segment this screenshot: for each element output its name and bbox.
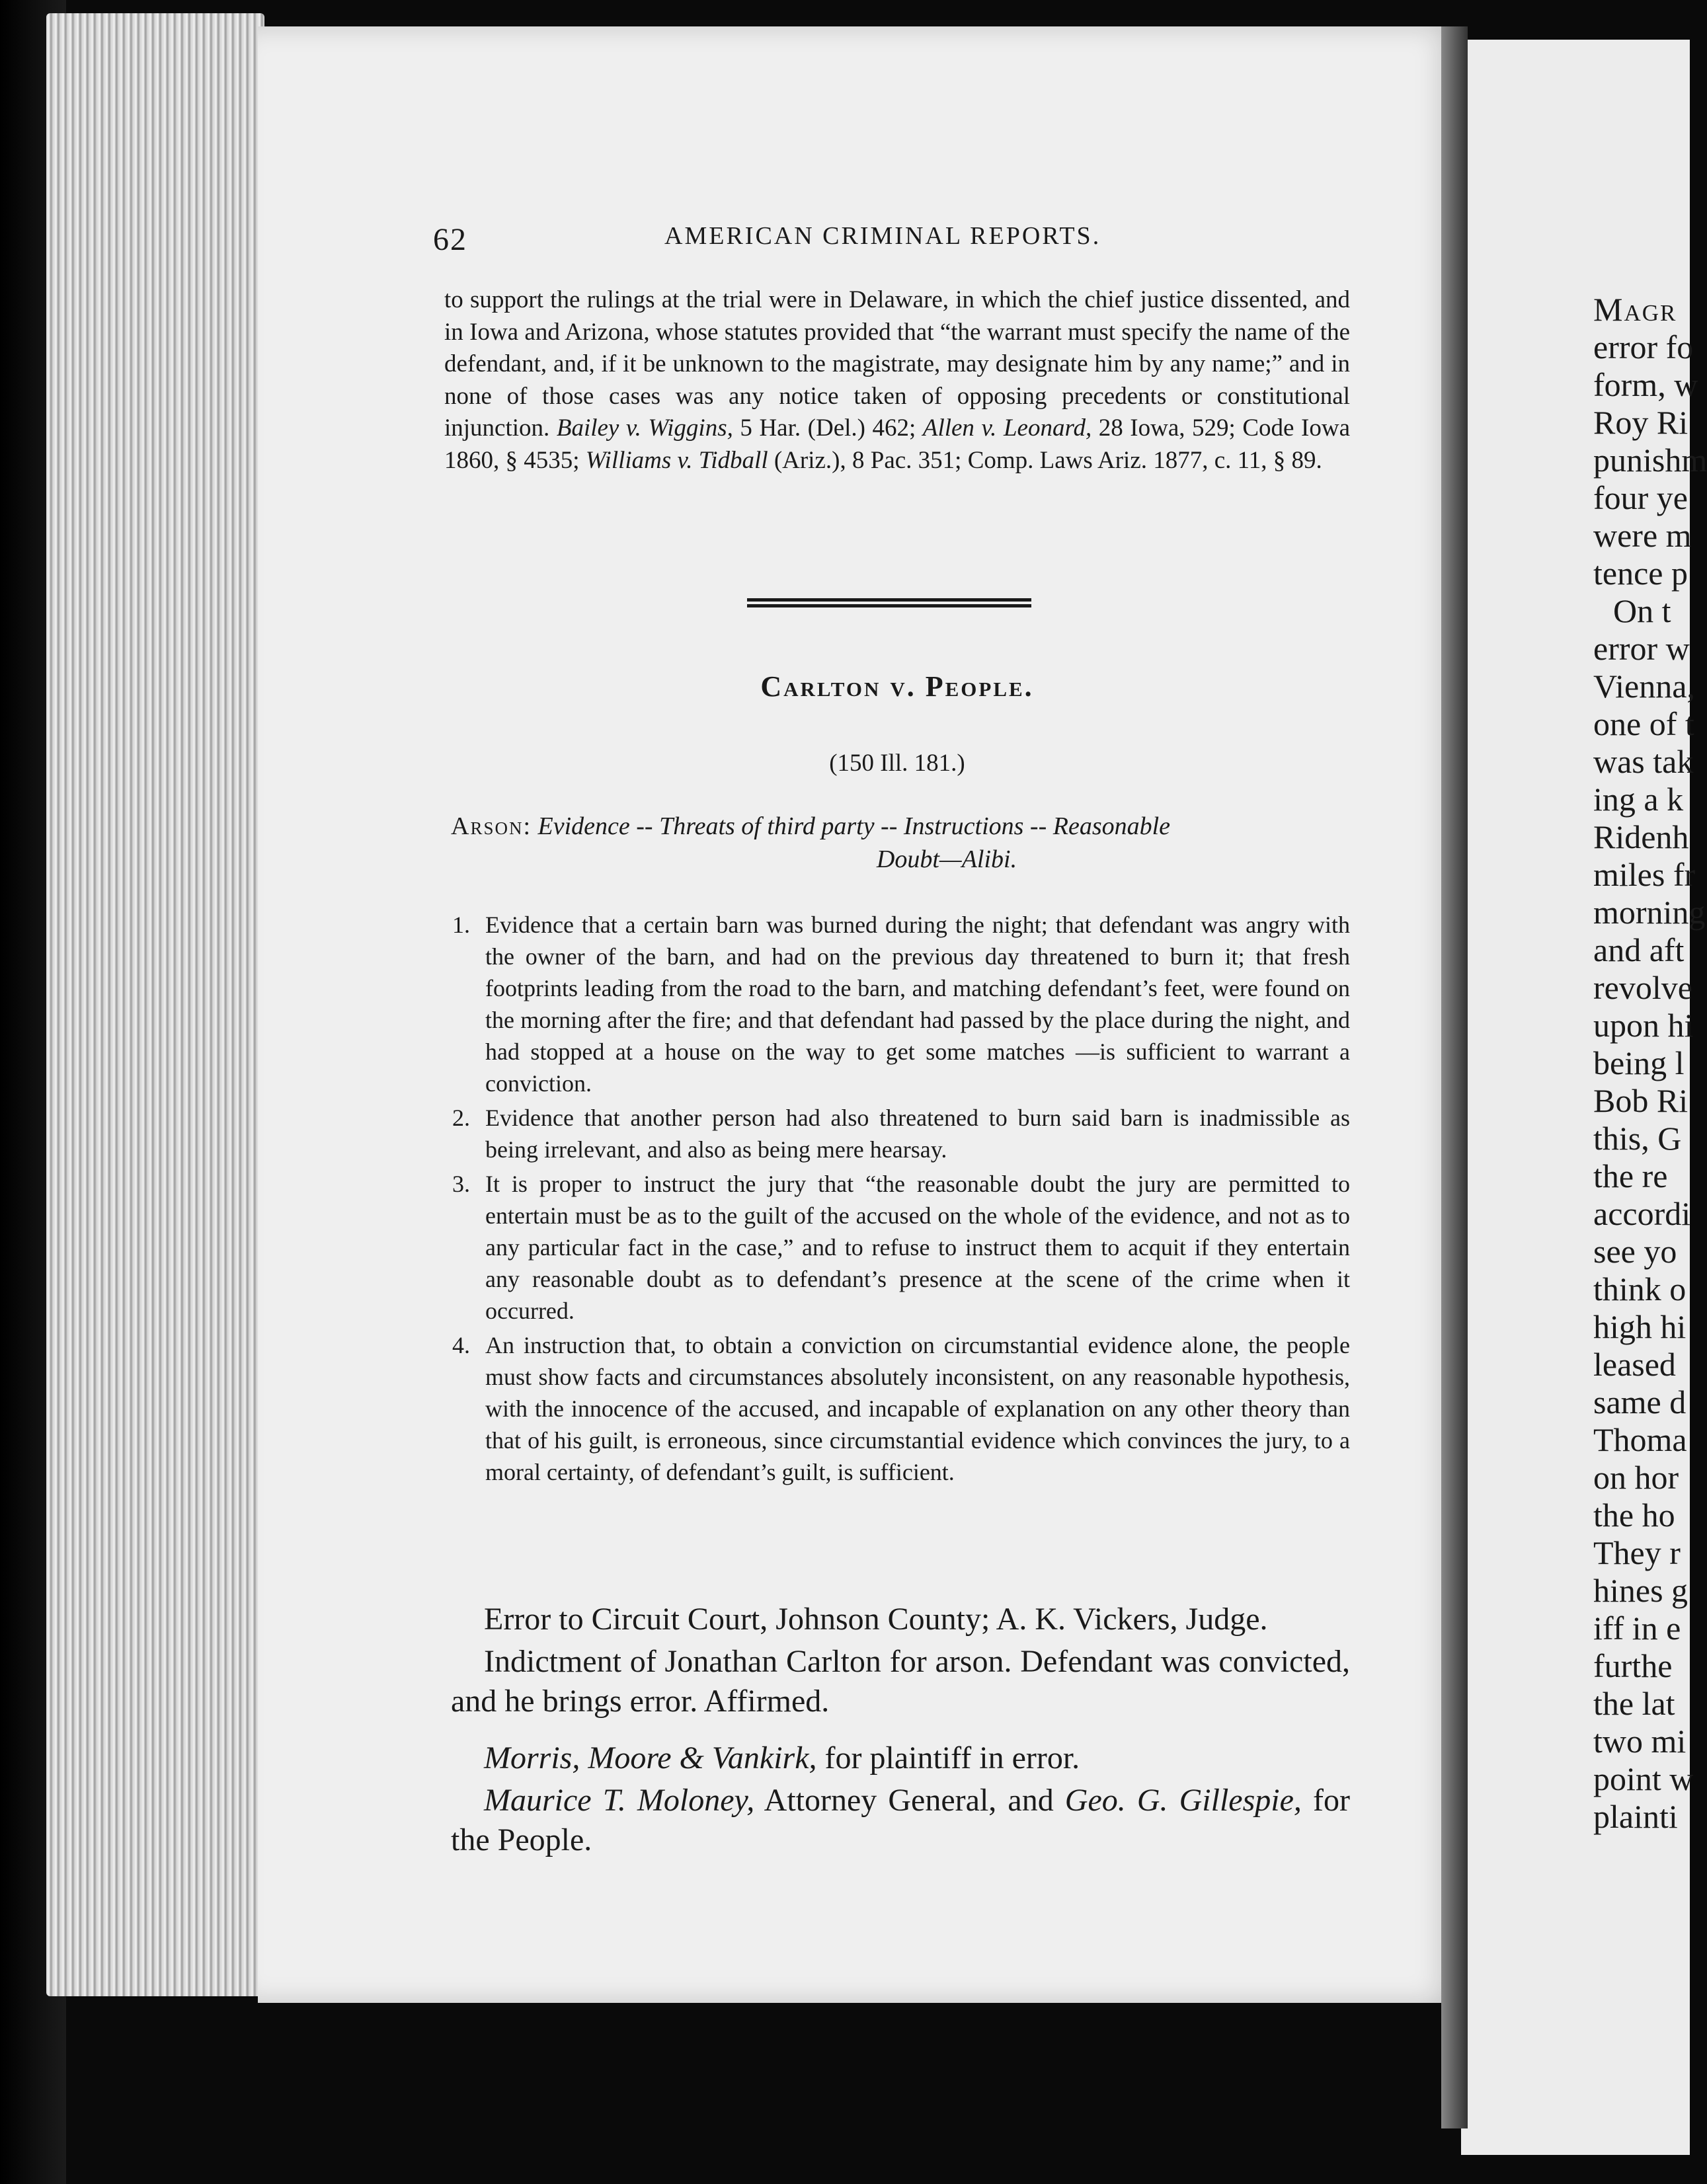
right-page-line: point w <box>1593 1760 1694 1797</box>
indictment-paragraph: Indictment of Jonathan Carlton for arson. Defendant was convicted, and he brings error. Affirmed. <box>451 1644 1350 1719</box>
right-page-line: punishm <box>1593 442 1707 479</box>
right-page-line: furthe <box>1593 1647 1673 1684</box>
case-subject <box>451 810 1350 876</box>
right-page-line: error w <box>1593 630 1690 667</box>
right-page-line: and aft <box>1593 931 1685 968</box>
case-body <box>451 1600 1350 1863</box>
right-page-line: Vienna, <box>1593 668 1695 705</box>
right-page-line: upon hi <box>1593 1007 1694 1044</box>
headnote <box>444 1168 1350 1327</box>
subject-topics-cont: Doubt—Alibi. <box>876 845 1017 873</box>
headnote <box>444 1102 1350 1165</box>
right-page-line: On t <box>1613 592 1671 629</box>
right-page-line: the lat <box>1593 1685 1675 1722</box>
counsel-name: Geo. G. Gillespie, <box>1064 1783 1302 1818</box>
right-page-line: see yo <box>1593 1233 1677 1270</box>
right-page-line: revolve <box>1593 969 1692 1006</box>
headnotes <box>444 909 1350 1491</box>
header-title: AMERICAN CRIMINAL REPORTS. <box>664 222 1101 250</box>
headnote-number: 3. <box>452 1171 470 1197</box>
right-page-line: ing a k <box>1593 781 1684 818</box>
page-number: 62 <box>433 222 467 257</box>
right-page-line: the re <box>1593 1157 1668 1194</box>
continued-paragraph <box>444 284 1350 477</box>
subject-label: Arson: <box>451 812 532 840</box>
right-page-line: tence p <box>1593 555 1688 592</box>
counsel-people <box>451 1781 1350 1860</box>
case-citation: (150 Ill. 181.) <box>829 750 965 777</box>
right-page-line: error fo <box>1593 329 1694 366</box>
right-page-line: They r <box>1593 1534 1681 1571</box>
right-page-line: same d <box>1593 1384 1687 1421</box>
right-page-line: leased <box>1593 1346 1676 1383</box>
right-page-line: think o <box>1593 1270 1687 1307</box>
para-text: 28 Iowa, 529; Code Iowa 1860, § 4535; <box>444 414 1350 474</box>
right-page-line: hines g <box>1593 1572 1688 1609</box>
right-page-line: iff in e <box>1593 1610 1681 1647</box>
right-page-line: was tak <box>1593 743 1694 780</box>
counsel-role: for the People. <box>451 1783 1350 1857</box>
case-title: Carlton v. People. <box>760 670 1034 703</box>
error-to-paragraph: Error to Circuit Court, Johnson County; A. K. Vickers, Judge. <box>484 1602 1268 1637</box>
page-edges <box>46 13 264 1996</box>
right-page-line: four ye <box>1593 479 1688 516</box>
right-page-line: Bob Ri <box>1593 1082 1688 1119</box>
headnote-number: 4. <box>452 1332 470 1358</box>
subject-topics: Evidence -- Threats of third party -- Instructions -- Reasonable <box>537 812 1171 840</box>
section-divider <box>747 598 1031 607</box>
counsel-name: Morris, Moore & Vankirk, <box>484 1740 817 1775</box>
right-page-line: Magr <box>1593 291 1677 328</box>
right-page-line: two mi <box>1593 1723 1687 1760</box>
right-page-line: being l <box>1593 1044 1685 1081</box>
right-page-line: miles fr <box>1593 856 1696 893</box>
right-page-line: morning <box>1593 894 1706 931</box>
headnote <box>444 909 1350 1099</box>
para-text: to support the rulings at the trial were in Delaware, in which the chief justice dissented, and in Iowa and Arizona, whose statutes provided that “the warrant must specify the name of the defendant, and, if it be unknown to the magistrate, may designate him by any name;” and in none of those cases was any notice taken of opposing precedents or constitutional injunction. <box>444 286 1350 442</box>
right-page-line: accordi <box>1593 1195 1691 1232</box>
case-ref: Bailey v. Wiggins, <box>556 414 733 442</box>
right-page-fragments <box>1593 291 1707 1836</box>
right-page-line: were m <box>1593 517 1692 554</box>
case-ref: Allen v. Leonard, <box>922 414 1092 442</box>
right-page-line: form, w <box>1593 366 1698 403</box>
headnote-number: 1. <box>452 912 470 938</box>
running-head <box>433 221 1345 268</box>
para-text: (Ariz.), 8 Pac. 351; Comp. Laws Ariz. 1877, c. 11, § 89. <box>768 446 1322 474</box>
right-page-line: plainti <box>1593 1798 1678 1835</box>
headnote-text: An instruction that, to obtain a conviction on circumstantial evidence alone, the people must show facts and circumstances absolutely inconsistent, on any reasonable hypothesis, with the innocence of the accused, and incapable of explanation on any other theory than that of his guilt, is erroneous, since circumstantial evidence which convinces the jury, to a moral certainty, of defendant’s guilt, is sufficient. <box>485 1332 1350 1485</box>
headnote-text: Evidence that another person had also threatened to burn said barn is inadmissible as being irrelevant, and also as being mere hearsay. <box>485 1105 1350 1163</box>
counsel-name: Maurice T. Moloney, <box>484 1783 755 1818</box>
counsel-role: Attorney General, and <box>754 1783 1065 1818</box>
counsel-plaintiff <box>451 1738 1350 1778</box>
right-page-line: Thoma <box>1593 1421 1687 1458</box>
right-page-line: the ho <box>1593 1497 1675 1534</box>
headnote-text: Evidence that a certain barn was burned during the night; that defendant was angry with the owner of the barn, and had on the previous day threatened to burn it; that fresh footprints leading from the road to the barn, and matching defendant’s feet, were found on the morning after the fire; and that defendant had passed by the place during the night, and had stopped at a house on the way to get some matches —is sufficient to warrant a conviction. <box>485 912 1350 1097</box>
headnote-number: 2. <box>452 1105 470 1131</box>
case-ref: Williams v. Tidball <box>585 446 768 474</box>
headnote <box>444 1329 1350 1488</box>
book-gutter <box>1441 26 1468 2128</box>
headnote-text: It is proper to instruct the jury that “the reasonable doubt the jury are permitted to entertain must be as to the guilt of the accused on the whole of the evidence, and not as to any particular fact in the case,” and to refuse to instruct them to acquit if they entertain any reasonable doubt as to defendant’s presence at the scene of the crime when it occurred. <box>485 1171 1350 1324</box>
right-page-line: high hi <box>1593 1308 1687 1345</box>
counsel-role: for plaintiff in error. <box>816 1740 1080 1775</box>
right-page-line: Ridenh <box>1593 818 1689 855</box>
para-text: 5 Har. (Del.) 462; <box>733 414 923 442</box>
right-page-line: one of t <box>1593 705 1694 742</box>
right-page-line: Roy Ri <box>1593 404 1688 441</box>
right-page-line: this, G <box>1593 1120 1682 1157</box>
right-page-line: on hor <box>1593 1459 1679 1496</box>
